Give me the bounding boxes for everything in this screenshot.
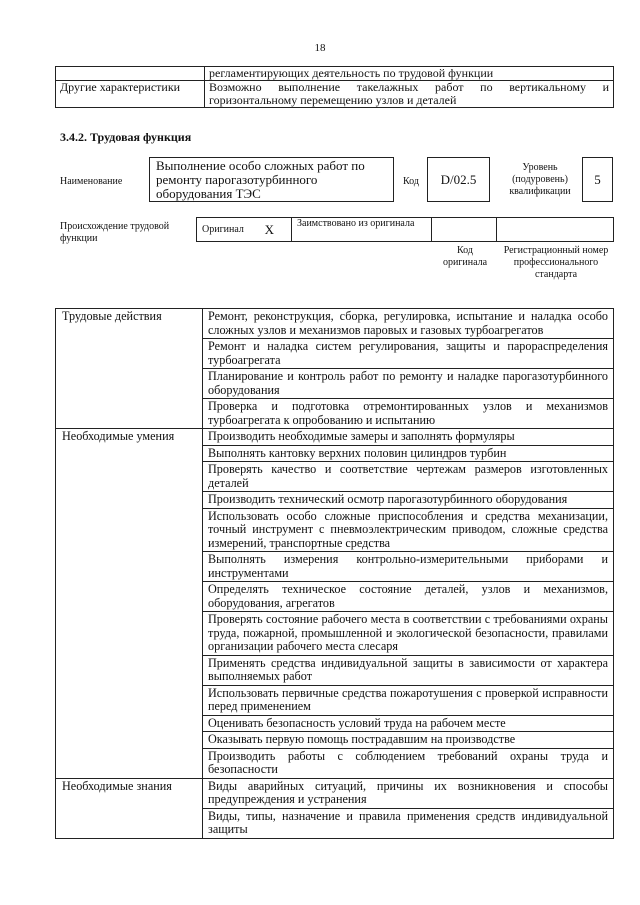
skill-item: Оказывать первую помощь пострадавшим на производстве <box>203 732 614 749</box>
action-item: Ремонт и наладка систем регулирования, защиты и парораспределения турбоагрегата <box>203 339 614 369</box>
skill-item: Использовать особо сложные приспособления и средства механизации, точный инструмент с пневмоэлектрическим приводом, сложные средства измерений, транспортные средства <box>203 508 614 552</box>
skill-item: Проверять качество и соответствие чертежам размеров изготовленных деталей <box>203 462 614 492</box>
action-item: Планирование и контроль работ по ремонту и наладке парогазотурбинного оборудования <box>203 369 614 399</box>
other-characteristics-table <box>55 66 614 108</box>
skill-item: Оценивать безопасность условий труда на рабочем месте <box>203 715 614 732</box>
action-item: Ремонт, реконструкция, сборка, регулировка, испытание и наладка особо сложных узлов и механизмов паровых и газовых турбоагрегатов <box>203 309 614 339</box>
original-box <box>196 217 292 242</box>
original-mark: X <box>264 221 274 237</box>
skill-item: Производить работы с соблюдением требований охраны труда и безопасности <box>203 748 614 778</box>
skill-item: Определять техническое состояние деталей, узлов и механизмов, оборудования, агрегатов <box>203 582 614 612</box>
action-item: Проверка и подготовка отремонтированных узлов и механизмов турбоагрегата к опробованию и испытанию <box>203 399 614 429</box>
borrowed-box <box>291 217 432 242</box>
knowledge-item: Виды аварийных ситуаций, причины их возникновения и способы предупреждения и устранения <box>203 778 614 808</box>
level-label: Уровень (подуровень) квалификации <box>509 162 571 197</box>
borrowed-label: Заимствовано из оригинала <box>297 218 415 229</box>
level-value: 5 <box>594 171 601 187</box>
code-label: Код <box>403 176 419 187</box>
continuation-text: регламентирующих деятельность по трудовой функции <box>205 67 614 81</box>
function-code: D/02.5 <box>440 171 477 187</box>
skill-item: Проверять состояние рабочего места в соответствии с требованиями охраны труда, пожарной, промышленной и экологической безопасности, правилами организации рабочего места слесаря <box>203 612 614 656</box>
skill-item: Производить технический осмотр парогазотурбинного оборудования <box>203 492 614 509</box>
function-name-box <box>149 157 394 202</box>
code-box <box>427 157 490 202</box>
function-name: Выполнение особо сложных работ по ремонту парогазотурбинного оборудования ТЭС <box>156 158 365 201</box>
other-characteristics-text: Возможно выполнение такелажных работ по вертикальному и горизонтальному перемещению узлов и деталей <box>205 81 614 108</box>
level-box <box>582 157 613 202</box>
reg-number-box <box>496 217 614 242</box>
origin-label: Происхождение трудовой функции <box>60 221 170 244</box>
skills-label: Необходимые умения <box>56 429 203 779</box>
original-label: Оригинал <box>202 223 244 235</box>
actions-label: Трудовые действия <box>56 309 203 429</box>
knowledge-item: Виды, типы, назначение и правила применения средств индивидуальной защиты <box>203 808 614 838</box>
reg-caption: Регистрационный номер профессионального стандарта <box>503 245 609 280</box>
skill-item: Применять средства индивидуальной защиты в зависимости от характера выполняемых работ <box>203 655 614 685</box>
empty-label-cell <box>56 67 205 81</box>
other-characteristics-label: Другие характеристики <box>56 81 205 108</box>
skill-item: Использовать первичные средства пожаротушения с проверкой исправности перед применением <box>203 685 614 715</box>
section-title: 3.4.2. Трудовая функция <box>60 130 192 144</box>
page-number: 18 <box>314 42 326 54</box>
code-caption: Код оригинала <box>442 245 488 268</box>
name-label: Наименование <box>60 176 123 187</box>
original-code-box <box>431 217 497 242</box>
skill-item: Производить необходимые замеры и заполнять формуляры <box>203 429 614 446</box>
skill-item: Выполнять кантовку верхних половин цилиндров турбин <box>203 445 614 462</box>
skill-item: Выполнять измерения контрольно-измерительными приборами и инструментами <box>203 552 614 582</box>
labor-function-table <box>55 308 614 839</box>
knowledge-label: Необходимые знания <box>56 778 203 838</box>
